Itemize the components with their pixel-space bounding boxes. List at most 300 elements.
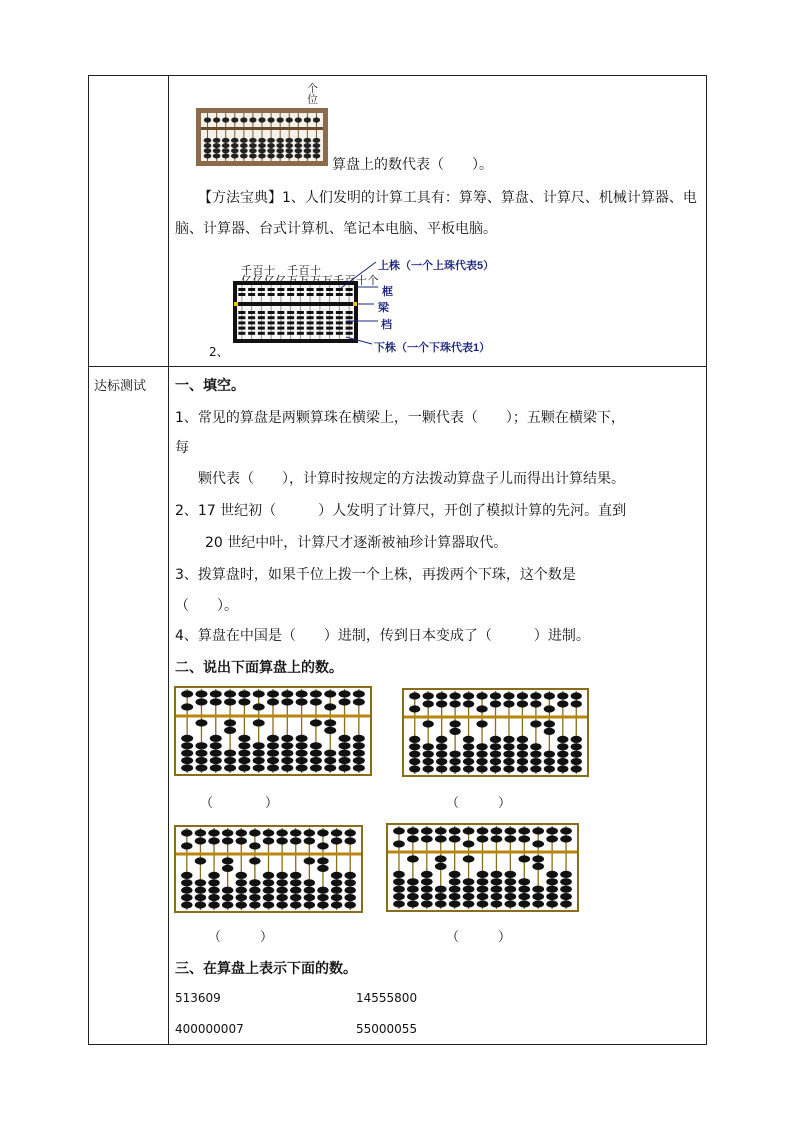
answer-blank-c[interactable]: （ ） <box>208 930 274 945</box>
abacus-bead <box>449 758 460 765</box>
abacus-bead <box>449 886 461 893</box>
abacus-bead <box>557 758 568 765</box>
abacus-bead <box>222 887 233 894</box>
item-number-2: 2、 <box>209 345 229 359</box>
abacus-bead <box>240 148 248 153</box>
abacus-bead <box>231 138 239 143</box>
diagram-bead <box>326 321 333 324</box>
abacus-bead <box>222 894 233 901</box>
abacus-bead <box>267 117 274 122</box>
abacus-bead <box>313 148 321 153</box>
rod-label: 档 <box>381 319 392 331</box>
abacus-bead <box>208 872 219 879</box>
abacus-bead <box>208 837 219 844</box>
diagram-bead <box>248 316 255 319</box>
abacus-bead <box>263 872 274 879</box>
diagram-bead <box>316 327 323 330</box>
abacus-bead <box>281 735 293 742</box>
abacus-bead <box>532 893 544 900</box>
abacus-bead <box>560 878 572 885</box>
abacus-bead <box>571 743 582 750</box>
diagram-bead <box>336 316 343 319</box>
abacus-bead <box>267 154 275 159</box>
abacus-bead <box>304 143 312 148</box>
answer-blank-b[interactable]: （ ） <box>446 796 512 811</box>
abacus-bead <box>393 893 405 900</box>
abacus-bead <box>281 698 293 705</box>
abacus-bead <box>353 735 365 742</box>
abacus-bead <box>317 887 328 894</box>
abacus-bead <box>435 855 447 862</box>
abacus-bead <box>208 901 219 908</box>
abacus-bead <box>317 857 328 864</box>
abacus-bead <box>490 743 501 750</box>
abacus-bead <box>224 757 236 764</box>
abacus-bead <box>304 837 315 844</box>
abacus-bead <box>491 871 503 878</box>
abacus-bead <box>517 751 528 758</box>
abacus-bead <box>281 690 293 697</box>
abacus-bead <box>331 879 342 886</box>
abacus-bead <box>276 148 284 153</box>
abacus-bead <box>557 736 568 743</box>
abacus-bead <box>213 148 221 153</box>
abacus-bead <box>222 117 229 122</box>
diagram-bead <box>277 327 284 330</box>
abacus-bead <box>231 143 239 148</box>
diagram-bead <box>238 293 245 296</box>
abacus-bead <box>295 148 303 153</box>
diagram-bead <box>316 316 323 319</box>
abacus-bead <box>263 901 274 908</box>
abacus-bead <box>310 750 322 757</box>
abacus-bead <box>304 857 315 864</box>
abacus-bead <box>310 742 322 749</box>
abacus-bead <box>353 698 365 705</box>
abacus-bead <box>276 837 287 844</box>
diagram-beam <box>233 302 358 306</box>
abacus-bead <box>296 750 308 757</box>
abacus-bead <box>463 765 474 772</box>
diagram-bead <box>326 311 333 314</box>
part3-title: 三、在算盘上表示下面的数。 <box>175 961 357 977</box>
abacus-bead <box>491 886 503 893</box>
abacus-bead <box>195 857 206 864</box>
abacus-bead <box>208 887 219 894</box>
abacus-bead <box>208 894 219 901</box>
diagram-bead <box>258 327 265 330</box>
abacus-bead <box>423 765 434 772</box>
diagram-bead <box>316 311 323 314</box>
abacus-bead <box>290 872 301 879</box>
abacus-bead <box>530 751 541 758</box>
diagram-bead <box>268 316 275 319</box>
abacus-bead <box>324 690 336 697</box>
abacus-bead <box>546 878 558 885</box>
abacus-bead <box>503 751 514 758</box>
abacus-bead <box>353 690 365 697</box>
beam-label: 梁 <box>378 302 389 314</box>
abacus-bead <box>463 692 474 699</box>
abacus-bead <box>249 887 260 894</box>
diagram-bead <box>297 327 304 330</box>
abacus-bead <box>238 742 250 749</box>
abacus-bead <box>181 887 192 894</box>
abacus-bead <box>249 842 260 849</box>
abacus-bead <box>263 837 274 844</box>
abacus-bead <box>324 703 336 710</box>
abacus-bead <box>518 855 530 862</box>
abacus-bead <box>181 879 192 886</box>
abacus-bead <box>490 700 501 707</box>
abacus-bead <box>546 835 558 842</box>
abacus-bead <box>249 901 260 908</box>
abacus-bead <box>491 835 503 842</box>
abacus-beam <box>388 851 577 854</box>
abacus-bead <box>504 871 516 878</box>
abacus-bead <box>249 138 257 143</box>
diagram-bead <box>277 288 284 291</box>
abacus-bead <box>463 736 474 743</box>
abacus-bead <box>344 901 355 908</box>
abacus-bead <box>407 893 419 900</box>
diagram-bead <box>277 311 284 314</box>
abacus-bead <box>195 887 206 894</box>
place-row1: 千百十 千百十 <box>241 265 322 277</box>
section-label: 达标测试 <box>94 379 147 394</box>
abacus-bead <box>317 865 328 872</box>
diagram-bead <box>287 293 294 296</box>
abacus-bead <box>449 728 460 735</box>
abacus-bead <box>224 690 236 697</box>
abacus-bead <box>530 758 541 765</box>
abacus-bead <box>204 154 212 159</box>
abacus-bead <box>491 900 503 907</box>
abacus-bead <box>344 837 355 844</box>
abacus-bead <box>476 758 487 765</box>
abacus-bead <box>463 855 475 862</box>
abacus-bead <box>423 720 434 727</box>
abacus-bead <box>236 837 247 844</box>
diagram-bead <box>346 321 353 324</box>
abacus-bead <box>449 720 460 727</box>
abacus-bead <box>339 757 351 764</box>
abacus-bead <box>421 878 433 885</box>
abacus-bead <box>532 855 544 862</box>
abacus-bead <box>210 764 222 771</box>
abacus-bead <box>344 829 355 836</box>
abacus-bead <box>331 872 342 879</box>
abacus-bead <box>296 742 308 749</box>
abacus-bead <box>353 750 365 757</box>
abacus-bead <box>204 117 211 122</box>
abacus-bead <box>463 700 474 707</box>
abacus-bead <box>436 765 447 772</box>
abacus-bead <box>238 757 250 764</box>
abacus-bead <box>421 900 433 907</box>
abacus-bead <box>504 835 516 842</box>
part1-title: 一、填空。 <box>175 378 245 394</box>
abacus-bead <box>491 827 503 834</box>
abacus-bead <box>393 871 405 878</box>
abacus-bead <box>560 900 572 907</box>
abacus-bead <box>290 894 301 901</box>
abacus-bead <box>393 886 405 893</box>
abacus-bead <box>210 742 222 749</box>
diagram-bead <box>297 316 304 319</box>
diagram-bead <box>238 327 245 330</box>
q3-line2: （ ）。 <box>175 598 238 614</box>
abacus-bead <box>517 743 528 750</box>
abacus-bead <box>267 735 279 742</box>
abacus-bead <box>224 764 236 771</box>
abacus-bead <box>276 154 284 159</box>
abacus-bead <box>504 878 516 885</box>
abacus-bead <box>477 886 489 893</box>
abacus-bead <box>222 865 233 872</box>
abacus-bead <box>503 758 514 765</box>
abacus-bead <box>236 829 247 836</box>
abacus-bead <box>249 154 257 159</box>
abacus-bead <box>231 154 239 159</box>
diagram-bead <box>268 321 275 324</box>
abacus-bead <box>195 690 207 697</box>
abacus-bead <box>409 751 420 758</box>
abacus-bead <box>195 750 207 757</box>
diagram-bead <box>238 332 245 335</box>
abacus-bead <box>276 879 287 886</box>
abacus-bead <box>409 743 420 750</box>
abacus-bead <box>210 750 222 757</box>
diagram-bead <box>268 293 275 296</box>
abacus-bead <box>195 894 206 901</box>
abacus-bead <box>339 690 351 697</box>
abacus-bead <box>491 878 503 885</box>
abacus-bead <box>571 765 582 772</box>
diagram-bead <box>346 316 353 319</box>
abacus-bead <box>213 143 221 148</box>
abacus-bead <box>304 148 312 153</box>
abacus-bead <box>435 863 447 870</box>
diagram-bead <box>258 321 265 324</box>
abacus-bead <box>285 138 293 143</box>
abacus-bead <box>544 765 555 772</box>
diagram-bead <box>287 311 294 314</box>
diagram-bead <box>336 293 343 296</box>
diagram-bead <box>258 332 265 335</box>
diagram-bead <box>297 311 304 314</box>
diagram-bead <box>297 293 304 296</box>
abacus-figure-top <box>196 108 328 166</box>
diagram-bead <box>346 327 353 330</box>
answer-blank-a[interactable]: （ ） <box>200 796 279 811</box>
q1-line2: 每 <box>175 440 189 456</box>
abacus-bead <box>249 879 260 886</box>
diagram-bead <box>238 311 245 314</box>
abacus-bead <box>208 879 219 886</box>
abacus-bead <box>210 735 222 742</box>
abacus-bead <box>503 692 514 699</box>
abacus-bead <box>324 727 336 734</box>
abacus-bead <box>267 757 279 764</box>
diagram-bead <box>238 316 245 319</box>
diagram-bead <box>307 311 314 314</box>
abacus-bead <box>463 840 475 847</box>
diagram-beam-end <box>353 302 357 306</box>
diagram-bead <box>316 332 323 335</box>
diagram-bead <box>248 332 255 335</box>
abacus-bead <box>310 698 322 705</box>
abacus-bead <box>344 894 355 901</box>
abacus-bead <box>546 871 558 878</box>
diagram-bead <box>316 288 323 291</box>
diagram-bead <box>307 316 314 319</box>
abacus-bead <box>285 148 293 153</box>
abacus-bead <box>224 727 236 734</box>
abacus-bead <box>224 698 236 705</box>
abacus-bead <box>331 894 342 901</box>
diagram-bead <box>336 332 343 335</box>
abacus-bead <box>449 765 460 772</box>
diagram-bead <box>307 327 314 330</box>
abacus-bead <box>195 757 207 764</box>
abacus-bead <box>393 878 405 885</box>
diagram-bead <box>258 311 265 314</box>
abacus-bead <box>421 835 433 842</box>
abacus-question-c <box>174 825 363 913</box>
abacus-bead <box>518 893 530 900</box>
abacus-bead <box>181 842 192 849</box>
abacus-bead <box>421 871 433 878</box>
abacus-bead <box>276 887 287 894</box>
abacus-bead <box>353 742 365 749</box>
diagram-bead <box>287 332 294 335</box>
abacus-bead <box>324 757 336 764</box>
abacus-bead <box>224 719 236 726</box>
abacus-bead <box>181 690 193 697</box>
diagram-bead <box>277 332 284 335</box>
abacus-bead <box>195 901 206 908</box>
abacus-bead <box>546 827 558 834</box>
abacus-bead <box>263 829 274 836</box>
abacus-bead <box>324 764 336 771</box>
abacus-question-b <box>402 688 589 777</box>
abacus-bead <box>423 700 434 707</box>
ones-place-label: 个位 <box>307 83 318 106</box>
abacus-bead <box>240 143 248 148</box>
abacus-bead <box>285 143 293 148</box>
abacus-bead <box>258 117 265 122</box>
diagram-bead <box>268 327 275 330</box>
abacus-bead <box>258 154 266 159</box>
abacus-bead <box>249 857 260 864</box>
abacus-bead <box>222 143 230 148</box>
abacus-bead <box>324 750 336 757</box>
diagram-bead <box>287 327 294 330</box>
answer-blank-d[interactable]: （ ） <box>446 930 512 945</box>
abacus-bead <box>236 872 247 879</box>
abacus-bead <box>253 719 265 726</box>
abacus-bead <box>295 143 303 148</box>
abacus-bead <box>313 117 320 122</box>
abacus-bead <box>557 692 568 699</box>
diagram-beam-end <box>234 302 238 306</box>
q4-line1: 4、算盘在中国是（ ）进制，传到日本变成了（ ）进制。 <box>175 628 590 644</box>
abacus-bead <box>290 887 301 894</box>
diagram-bead <box>287 316 294 319</box>
abacus-bead <box>236 894 247 901</box>
abacus-bead <box>557 765 568 772</box>
abacus-bead <box>304 138 312 143</box>
abacus-bead <box>518 878 530 885</box>
diagram-bead <box>297 288 304 291</box>
abacus-bead <box>296 690 308 697</box>
abacus-bead <box>331 829 342 836</box>
diagram-bead <box>336 321 343 324</box>
abacus-bead <box>409 758 420 765</box>
abacus-bead <box>544 728 555 735</box>
abacus-bead <box>449 900 461 907</box>
abacus-bead <box>222 837 233 844</box>
abacus-bead <box>517 736 528 743</box>
abacus-bead <box>463 743 474 750</box>
abacus-bead <box>353 764 365 771</box>
abacus-bead <box>276 138 284 143</box>
abacus-bead <box>304 829 315 836</box>
abacus-bead <box>310 719 322 726</box>
abacus-bead <box>546 893 558 900</box>
abacus-bead <box>281 764 293 771</box>
diagram-bead <box>316 293 323 296</box>
abacus-bead <box>181 872 192 879</box>
abacus-bead <box>213 154 221 159</box>
abacus-bead <box>210 690 222 697</box>
abacus-bead <box>263 887 274 894</box>
abacus-bead <box>544 751 555 758</box>
abacus-bead <box>476 720 487 727</box>
abacus-bead <box>208 829 219 836</box>
abacus-bead <box>317 829 328 836</box>
abacus-bead <box>240 138 248 143</box>
abacus-bead <box>258 138 266 143</box>
diagram-bead <box>316 321 323 324</box>
abacus-bead <box>195 719 207 726</box>
abacus-bead <box>407 900 419 907</box>
diagram-bead <box>248 321 255 324</box>
abacus-bead <box>409 736 420 743</box>
abacus-bead <box>393 840 405 847</box>
abacus-bead <box>222 857 233 864</box>
abacus-bead <box>181 703 193 710</box>
method-tips-line2: 脑、计算器、台式计算机、笔记本电脑、平板电脑。 <box>175 221 497 237</box>
abacus-bead <box>504 900 516 907</box>
abacus-bead <box>181 757 193 764</box>
abacus-bead <box>571 736 582 743</box>
abacus-bead <box>436 758 447 765</box>
abacus-bead <box>421 886 433 893</box>
abacus-bead <box>310 690 322 697</box>
diagram-bead <box>248 288 255 291</box>
abacus-bead <box>231 148 239 153</box>
diagram-bead <box>346 288 353 291</box>
abacus-bead <box>258 143 266 148</box>
abacus-bead <box>530 743 541 750</box>
abacus-bead <box>490 692 501 699</box>
abacus-bead <box>204 148 212 153</box>
abacus-bead <box>236 887 247 894</box>
abacus-bead <box>571 751 582 758</box>
number-3: 400000007 <box>175 1022 244 1036</box>
